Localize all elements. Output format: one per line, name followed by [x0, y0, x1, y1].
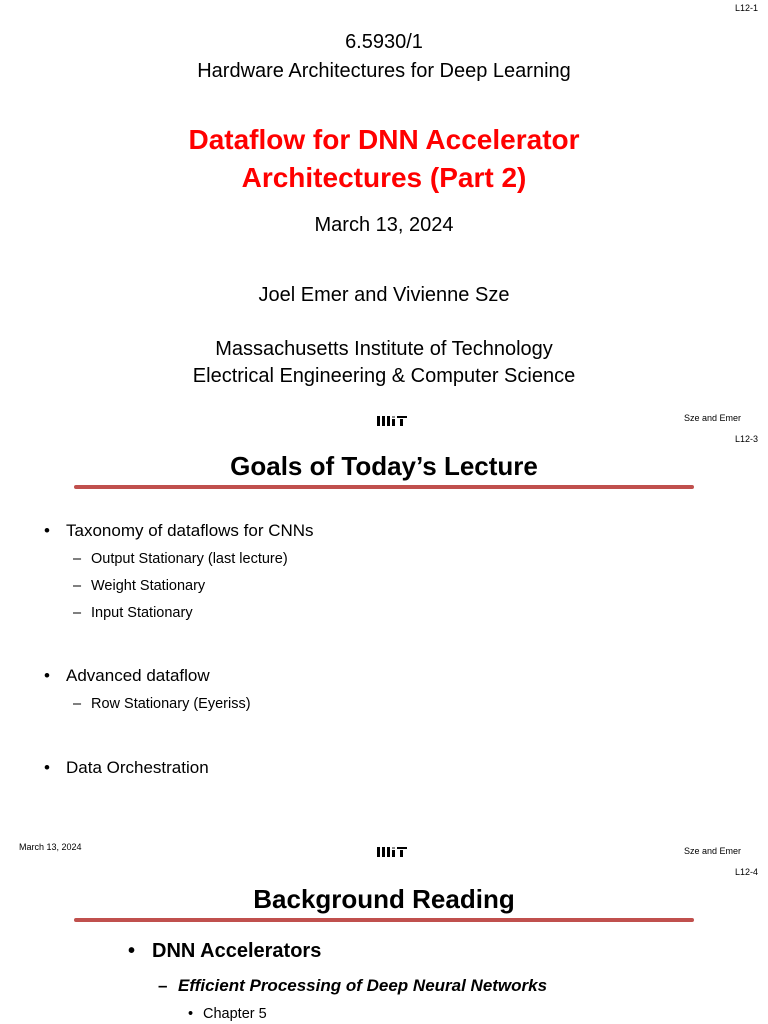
bullet-text: Data Orchestration	[66, 758, 209, 777]
sub-bullet-text: Weight Stationary	[91, 578, 206, 594]
sub-bullet-text: Input Stationary	[91, 605, 193, 621]
bullet-dot-icon: •	[44, 521, 50, 540]
dash-icon: –	[73, 578, 82, 594]
institution-line2: Electrical Engineering & Computer Science	[192, 365, 576, 387]
bullet-text: Advanced dataflow	[66, 666, 210, 685]
slide-title: Goals of Today’s Lecture	[230, 451, 538, 481]
title-underline	[74, 918, 694, 922]
dash-icon: –	[158, 976, 168, 995]
bullet-dot-icon: •	[44, 758, 50, 777]
slide-title-line1: Dataflow for DNN Accelerator	[188, 124, 580, 155]
slide-number: L12-1	[734, 3, 758, 13]
bullet-dot-icon: •	[44, 666, 50, 685]
course-number: 6.5930/1	[345, 31, 423, 53]
sub-bullet-item	[158, 976, 548, 996]
authors: Joel Emer and Vivienne Sze	[258, 284, 510, 306]
title-underline	[74, 485, 694, 489]
footer-authors: Sze and Emer	[684, 846, 742, 856]
dash-icon: –	[73, 605, 82, 621]
lecture-date: March 13, 2024	[314, 214, 454, 236]
sub-bullet-item	[73, 605, 193, 621]
book-title: Efficient Processing of Deep Neural Networks	[178, 976, 548, 995]
bullet-item	[128, 940, 322, 963]
bullet-text: Taxonomy of dataflows for CNNs	[66, 521, 314, 540]
bullet-text: DNN Accelerators	[152, 940, 322, 962]
dash-icon: –	[73, 696, 82, 712]
slide-number: L12-3	[734, 434, 758, 444]
bullet-item	[44, 758, 209, 778]
footer-date: March 13, 2024	[19, 842, 82, 852]
sub-bullet-text: Output Stationary (last lecture)	[91, 551, 288, 567]
dash-icon: –	[73, 551, 82, 567]
sub-sub-bullet-item	[188, 1006, 267, 1022]
bullet-dot-icon: •	[128, 940, 136, 962]
bullet-item	[44, 521, 314, 541]
sub-bullet-item	[73, 696, 251, 712]
sub-bullet-text: Row Stationary (Eyeriss)	[91, 696, 251, 712]
footer-authors: Sze and Emer	[684, 413, 742, 423]
institution-line1: Massachusetts Institute of Technology	[215, 338, 553, 360]
mit-logo	[368, 846, 408, 858]
course-name: Hardware Architectures for Deep Learning	[197, 60, 571, 82]
slide-title: Background Reading	[253, 884, 515, 914]
mit-logo	[368, 415, 408, 427]
bullet-item	[44, 666, 210, 686]
slide-number: L12-4	[734, 867, 758, 877]
chapter-text: Chapter 5	[203, 1006, 267, 1022]
slide-title-line2: Architectures (Part 2)	[241, 162, 527, 193]
sub-bullet-item	[73, 551, 288, 567]
sub-bullet-item	[73, 578, 206, 594]
bullet-dot-icon: •	[188, 1006, 194, 1022]
